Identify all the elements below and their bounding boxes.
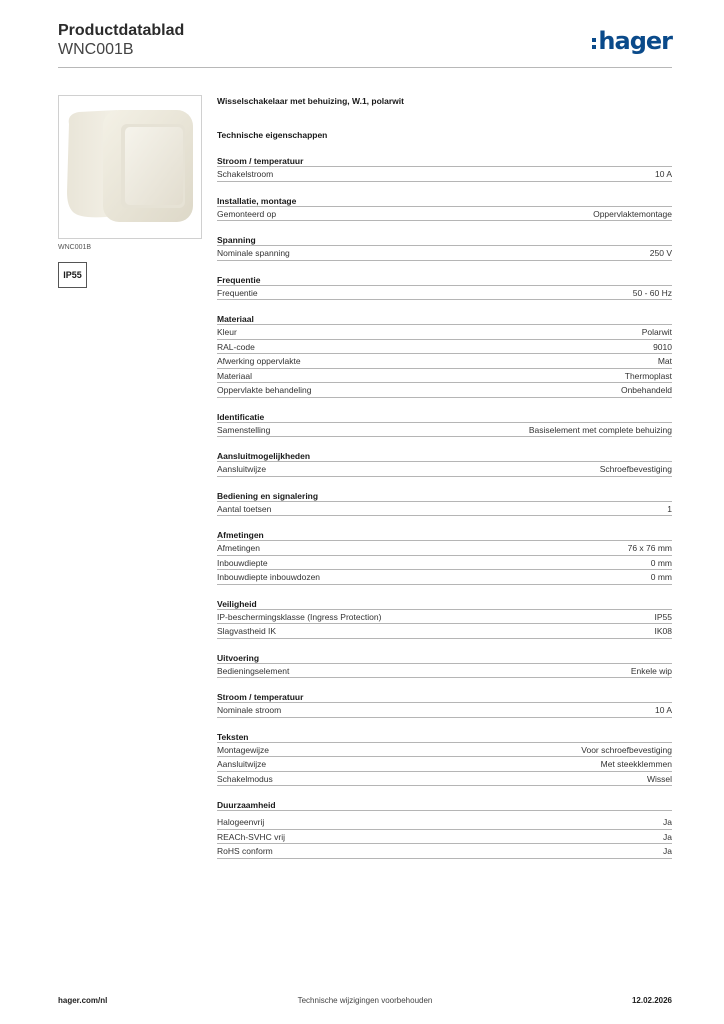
spec-label: Frequentie [217, 287, 258, 298]
logo-text: hager [598, 27, 672, 55]
spec-value: Onbehandeld [620, 385, 672, 395]
spec-row [217, 502, 672, 517]
page-footer [58, 996, 672, 1008]
spec-group [217, 691, 672, 718]
spec-row [217, 354, 672, 369]
spec-value: 250 V [649, 248, 672, 258]
spec-group-title: Duurzaamheid [217, 799, 672, 811]
spec-group [217, 652, 672, 679]
spec-label: IP-beschermingsklasse (Ingress Protection) [217, 611, 382, 622]
switch-product-icon [59, 96, 202, 239]
spec-group [217, 155, 672, 182]
spec-row [217, 246, 672, 261]
spec-group [217, 450, 672, 477]
spec-value: 0 mm [650, 572, 672, 582]
header-divider [58, 67, 672, 68]
spec-row [217, 462, 672, 477]
spec-value: 9010 [653, 341, 672, 352]
spec-label: Oppervlakte behandeling [217, 385, 312, 395]
spec-label: Inbouwdiepte inbouwdozen [217, 572, 321, 582]
spec-group-title: Aansluitmogelijkheden [217, 450, 672, 462]
spec-row [217, 610, 672, 625]
spec-label: RAL-code [217, 341, 255, 352]
spec-label: Kleur [217, 327, 237, 337]
spec-row [217, 286, 672, 301]
spec-group-title: Stroom / temperatuur [217, 155, 672, 167]
spec-label: Samenstelling [217, 424, 271, 435]
spec-label: Gemonteerd op [217, 208, 277, 219]
spec-group [217, 799, 672, 859]
spec-label: Aantal toetsen [217, 503, 272, 514]
spec-group-title: Bediening en signalering [217, 490, 672, 502]
spec-row [217, 815, 672, 830]
spec-label: Nominale stroom [217, 705, 282, 715]
spec-label: Afwerking oppervlakte [217, 356, 301, 366]
spec-label: Schakelstroom [217, 169, 274, 179]
spec-row [217, 207, 672, 222]
spec-group [217, 490, 672, 517]
spec-group [217, 731, 672, 787]
spec-value: Mat [657, 356, 672, 366]
ip-rating-badge: IP55 [58, 262, 87, 288]
spec-row [217, 167, 672, 182]
spec-value: Basiselement met complete behuizing [528, 424, 672, 435]
spec-value: 0 mm [650, 557, 672, 568]
spec-label: RoHS conform [217, 846, 273, 856]
hager-logo [592, 26, 672, 56]
spec-group-title: Frequentie [217, 274, 672, 286]
spec-row [217, 664, 672, 679]
spec-label: Slagvastheid IK [217, 626, 277, 636]
spec-label: Materiaal [217, 370, 252, 381]
spec-group-title: Afmetingen [217, 529, 672, 541]
spec-value: Ja [663, 817, 672, 827]
spec-group [217, 598, 672, 639]
spec-label: Afmetingen [217, 543, 260, 553]
spec-group [217, 274, 672, 301]
spec-row [217, 383, 672, 398]
spec-group-title: Uitvoering [217, 652, 672, 664]
spec-groups [217, 155, 672, 859]
spec-value: Oppervlaktemontage [593, 208, 672, 219]
spec-group [217, 195, 672, 222]
section-heading: Technische eigenschappen [217, 130, 328, 140]
spec-row [217, 830, 672, 845]
spec-label: Inbouwdiepte [217, 557, 268, 568]
spec-value: Voor schroefbevestiging [581, 744, 672, 755]
spec-row [217, 703, 672, 718]
spec-group-title: Identificatie [217, 411, 672, 423]
specifications [217, 95, 672, 872]
spec-value: 10 A [654, 705, 672, 715]
spec-group-title: Veiligheid [217, 598, 672, 610]
spec-label: Bedieningselement [217, 665, 290, 676]
spec-value: Schroefbevestiging [599, 464, 672, 474]
spec-row [217, 340, 672, 355]
document-header [58, 22, 184, 59]
spec-group-title: Teksten [217, 731, 672, 743]
spec-group [217, 529, 672, 585]
spec-label: Schakelmodus [217, 773, 273, 784]
spec-value: Thermoplast [624, 370, 672, 381]
spec-label: Aansluitwijze [217, 464, 267, 474]
footer-date: 12.02.2026 [631, 996, 672, 1005]
spec-value: Wissel [646, 773, 672, 784]
spec-label: Nominale spanning [217, 248, 290, 258]
spec-value: Met steekklemmen [600, 759, 672, 769]
spec-value: IP55 [654, 611, 672, 622]
footer-website: hager.com/nl [58, 996, 108, 1005]
spec-row [217, 743, 672, 758]
spec-label: Montagewijze [217, 744, 269, 755]
spec-row [217, 570, 672, 585]
spec-group-title: Stroom / temperatuur [217, 691, 672, 703]
document-title: Productdatablad [58, 22, 185, 39]
spec-label: Aansluitwijze [217, 759, 267, 769]
spec-row [217, 844, 672, 859]
spec-value: Ja [663, 846, 672, 856]
spec-group-title: Materiaal [217, 313, 672, 325]
spec-group [217, 234, 672, 261]
spec-row [217, 772, 672, 787]
spec-group [217, 313, 672, 398]
spec-label: REACh-SVHC vrij [217, 831, 286, 842]
spec-row [217, 325, 672, 340]
spec-row [217, 556, 672, 571]
spec-group [217, 411, 672, 438]
footer-notice: Technische wijzigingen voorbehouden [297, 996, 433, 1005]
spec-row [217, 541, 672, 556]
spec-value: 76 x 76 mm [627, 543, 672, 553]
logo-dots-icon [592, 38, 596, 49]
product-title: Wisselschakelaar met behuizing, W.1, polarwit [217, 96, 404, 106]
spec-value: Polarwit [641, 327, 672, 337]
spec-label: Halogeenvrij [217, 817, 265, 827]
spec-row [217, 624, 672, 639]
article-number: WNC001B [58, 41, 134, 58]
spec-value: 10 A [654, 169, 672, 179]
spec-group-title: Installatie, montage [217, 195, 672, 207]
spec-value: Ja [663, 831, 672, 842]
spec-value: 50 - 60 Hz [632, 287, 672, 298]
spec-value: 1 [667, 503, 672, 514]
spec-group-title: Spanning [217, 234, 672, 246]
spec-row [217, 369, 672, 384]
spec-value: Enkele wip [630, 665, 672, 676]
spec-row [217, 423, 672, 438]
spec-row [217, 757, 672, 772]
image-caption: WNC001B [58, 244, 92, 251]
spec-value: IK08 [654, 626, 672, 636]
product-image [58, 95, 202, 239]
